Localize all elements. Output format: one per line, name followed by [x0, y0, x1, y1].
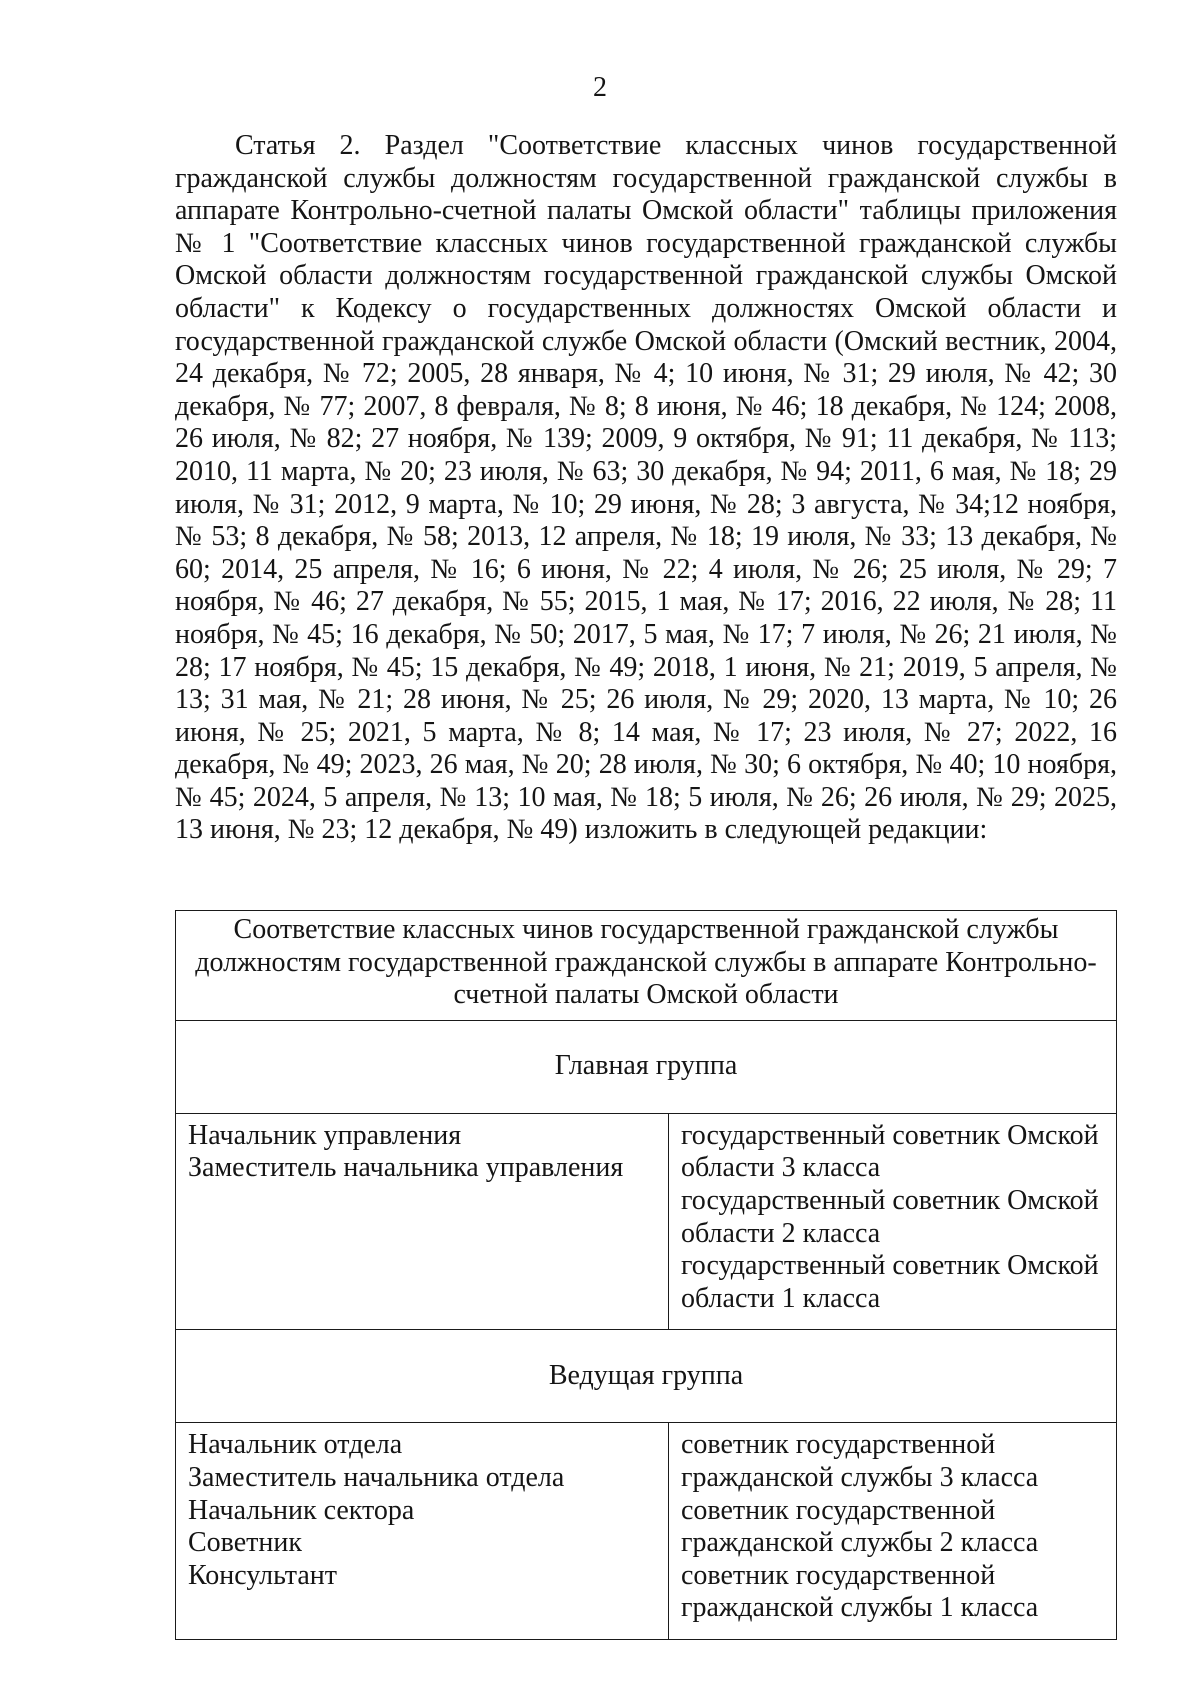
rank-item: государственный советник Омской области 2 класса: [681, 1184, 1099, 1249]
group-header-row: [176, 1330, 1117, 1423]
positions-cell: [176, 1113, 669, 1330]
group-title-main: [176, 1020, 1117, 1113]
position-item: Консультант: [188, 1559, 337, 1591]
page-number: 2: [593, 72, 607, 103]
table-row: [176, 1113, 1117, 1330]
position-item: Заместитель начальника управления: [188, 1152, 624, 1184]
rank-item: советник государственной гражданской службы 1 класса: [681, 1559, 1039, 1624]
positions-cell: [176, 1423, 669, 1640]
rank-item: государственный советник Омской области 3 класса: [681, 1119, 1099, 1184]
group-title-leading: [176, 1330, 1117, 1423]
rank-item: государственный советник Омской области 1 класса: [681, 1250, 1099, 1314]
position-item: Начальник отдела: [188, 1429, 403, 1461]
group-header-row: [176, 1020, 1117, 1113]
table-row: [176, 1423, 1117, 1640]
table-caption: Соответствие классных чинов государственной гражданской службы должностям государственной гражданской службы в аппарате Контрольно-счетной палаты Омской области: [176, 911, 1117, 1021]
group-title-text: Ведущая группа: [548, 1360, 744, 1392]
group-title-text: Главная группа: [554, 1050, 738, 1082]
rank-correspondence-table: [175, 910, 1117, 1640]
position-item: Заместитель начальника отдела: [188, 1461, 565, 1493]
ranks-cell: [669, 1423, 1117, 1640]
position-item: Начальник сектора: [188, 1494, 415, 1526]
rank-item: советник государственной гражданской службы 2 класса: [681, 1494, 1039, 1559]
ranks-cell: [669, 1113, 1117, 1330]
rank-item: советник государственной гражданской службы 3 класса: [681, 1429, 1039, 1493]
article-2-text: Статья 2. Раздел "Соответствие классных чинов государственной гражданской службы должностям государственной гражданской службы в аппарате Контрольно-счетной палаты Омской области" таблицы приложения № 1 "Соответствие классных чинов государственной гражданской службы Омской области должностям государственной гражданской службы Омской области" к Кодексу о государственных должностях Омской области и государственной гражданской службе Омской области (Омский вестник, 2004, 24 декабря, № 72; 2005, 28 января, № 4; 10 июня, № 31; 29 июля, № 42; 30 декабря, № 77; 2007, 8 февраля, № 8; 8 июня, № 46; 18 декабря, № 124; 2008, 26 июля, № 82; 27 ноября, № 139; 2009, 9 октября, № 91; 11 декабря, № 113; 2010, 11 марта, № 20; 23 июля, № 63; 30 декабря, № 94; 2011, 6 мая, № 18; 29 июля, № 31; 2012, 9 марта, № 10; 29 июня, № 28; 3 августа, № 34;12 ноября, № 53; 8 декабря, № 58; 2013, 12 апреля, № 18; 19 июля, № 33; 13 декабря, № 60; 2014, 25 апреля, № 16; 6 июня, № 22; 4 июля, № 26; 25 июля, № 29; 7 ноября, № 46; 27 декабря, № 55; 2015, 1 мая, № 17; 2016, 22 июля, № 28; 11 ноября, № 45; 16 декабря, № 50; 2017, 5 мая, № 17; 7 июля, № 26; 21 июля, № 28; 17 ноября, № 45; 15 декабря, № 49; 2018, 1 июня, № 21; 2019, 5 апреля, № 13; 31 мая, № 21; 28 июня, № 25; 26 июля, № 29; 2020, 13 марта, № 10; 26 июня, № 25; 2021, 5 марта, № 8; 14 мая, № 17; 23 июля, № 27; 2022, 16 декабря, № 49; 2023, 26 мая, № 20; 28 июля, № 30; 6 октября, № 40; 10 ноября, № 45; 2024, 5 апреля, № 13; 10 мая, № 18; 5 июля, № 26; 26 июля, № 29; 2025, 13 июня, № 23; 12 декабря, № 49) изложить в следующей редакции:: [175, 130, 1117, 846]
position-item: Начальник управления: [188, 1119, 462, 1151]
position-item: Советник: [188, 1527, 302, 1559]
table-caption-row: [176, 911, 1117, 1021]
